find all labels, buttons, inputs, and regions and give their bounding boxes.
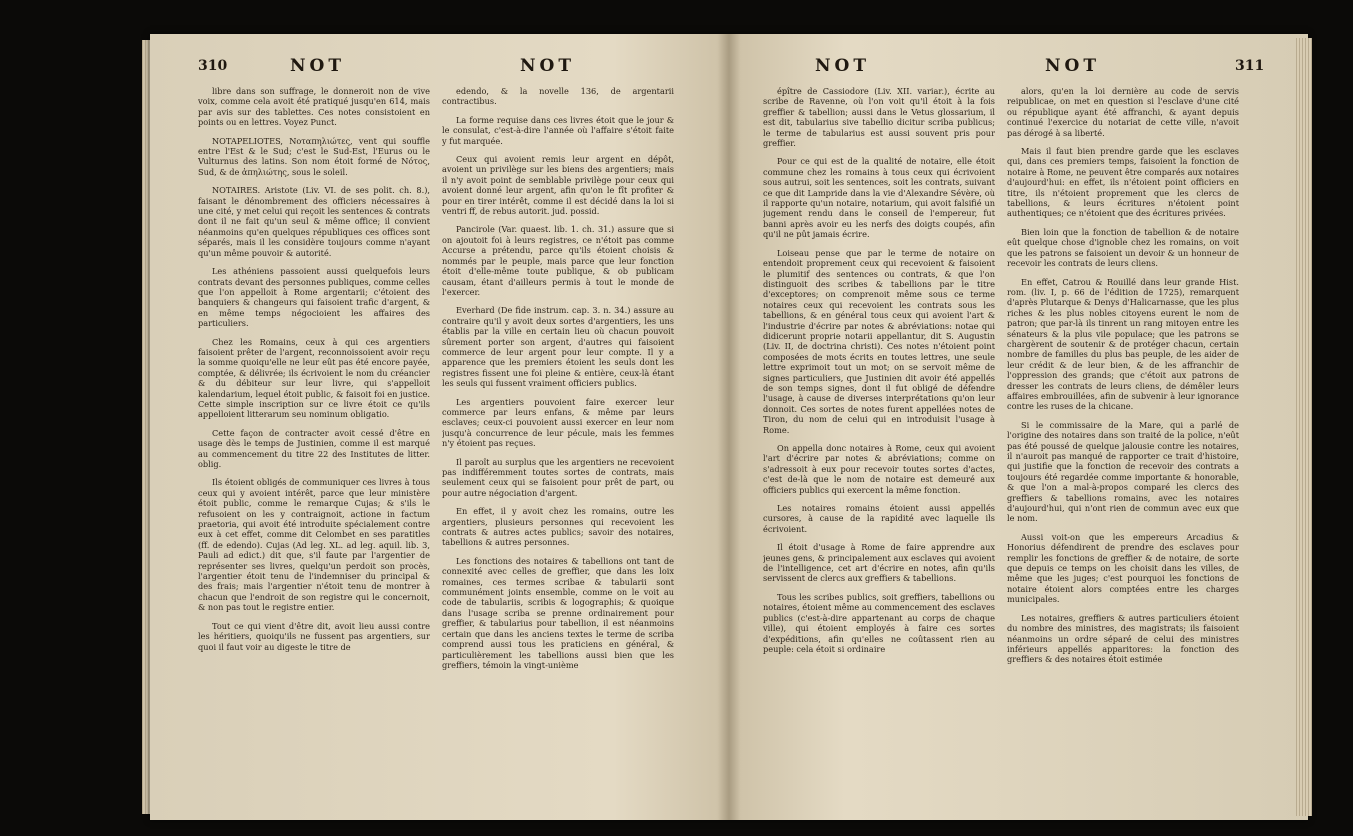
paragraph: Mais il faut bien prendre garde que les esclaves qui, dans ces premiers temps, faisoient la fonction de notaire à Rome, ne peuvent être comparés aux notaires d'aujourd'hui: en effet, ils n'étoient point officiers en titre, ils n'étoient proprement que les clercs de tabellions, & leurs écritures n'étoient point authentiques; ce n'étoient que des écritures privées. (1007, 146, 1239, 219)
paragraph: Loiseau pense que par le terme de notaire on entendoit proprement ceux qui recevoient & faisoient le plumitif des sentences ou contrats, & que l'on distinguoit des scribes & tabellions par le titre d'exceptores; on comprenoit même sous ce terme notaires ceux qui recevoient les contrats sous les tabellions, & en général tous ceux qui avoient l'art & l'industrie d'écrire par notes & abréviations: notae qui didicerunt proprie notarii appellantur, dit S. Augustin (Liv. II, de doctrina christi). Ces notes n'étoient point composées de mots écrits en toutes lettres, une seule lettre exprimoit tout un mot; on se servoit même de signes particuliers, que Justinien dit avoir été appellés de son temps signes, dont il fut obligé de défendre l'usage, à cause de diverses interprétations qu'on leur donnoit. Ces sortes de notes furent appellées notes de Tiron, du nom de celui qui en introduisit l'usage à Rome. (763, 247, 995, 435)
running-head: NOT (520, 56, 575, 76)
left-page (150, 34, 729, 820)
paragraph: Ils étoient obligés de communiquer ces livres à tous ceux qui y avoient intérêt, parce que leur ministère étoit public, comme le remarque Cujas; & s'ils le refusoient on les y contraignoit, actione in factum praetoria, qui avoit été introduite spécialement contre eux à cet effet, comme dit Celombet en ses paratitles (ff. de edendo). Cujas (Ad leg. XL. ad leg. aquil. lib. 3, Pauli ad edict.) dit que, s'il faute par l'argentier de représenter ses livres, quelqu'un perdoit son procès, l'argentier étoit tenu de l'indemniser du principal & des frais; mais l'argentier n'étoit tenu de montrer à chacun que l'endroit de son registre qui le concernoit, & non pas tout le registre entier. (198, 477, 430, 613)
paragraph: Il paroît au surplus que les argentiers ne recevoient pas indifféremment toutes sortes de contrats, mais seulement ceux qui se faisoient pour prêt de part, ou pour autre négociation d'argent. (442, 456, 674, 498)
running-head: NOT (1045, 56, 1100, 76)
paragraph: Chez les Romains, ceux à qui ces argentiers faisoient prêter de l'argent, reconnoissoient avoir reçu la somme quoiqu'elle ne leur eût pas été encore payée, comptée, & délivrée; ils écrivoient le nom du créancier & du débiteur sur leur livre, qui s'appelloit kalendarium, lequel étoit public, & faisoit foi en justice. Cette simple inscription sur ce livre étoit ce qu'ils appelloient litterarum seu nominum obligatio. (198, 336, 430, 420)
page-number: 310 (198, 58, 228, 74)
book-spread (150, 34, 1308, 820)
paragraph: NOTAIRES. Aristote (Liv. VI. de ses polit. ch. 8.), faisant le dénombrement des officiers nécessaires à une cité, y met celui qui reçoit les sentences & contrats dont il ne fait qu'un seul & même office; il convient néanmoins qu'en quelques républiques ces offices sont séparés, mais il les considère toujours comme n'ayant qu'un même pouvoir & autorité. (198, 185, 430, 258)
text-column-right-2 (1007, 86, 1239, 806)
text-column-left-2 (442, 86, 674, 806)
paragraph: Pour ce qui est de la qualité de notaire, elle étoit commune chez les romains à tous ceux qui écrivoient sous autrui, soit les sentences, soit les contrats, suivant ce que dit Lampride dans la vie d'Alexandre Sévère, où il rapporte qu'un notaire, notarium, qui avoit falsifié un jugement rendu dans le conseil de l'empereur, fut banni après avoir eu les nerfs des doigts coupés, afin qu'il ne pût jamais écrire. (763, 156, 995, 240)
paragraph: libre dans son suffrage, le donneroit non de vive voix, comme cela avoit été pratiqué jusqu'en 614, mais par avis sur des tablettes. Ces notes consistoient en points ou en lettres. Voyez Punct. (198, 86, 430, 128)
paragraph: Cette façon de contracter avoit cessé d'être en usage dès le temps de Justinien, comme il est marqué au commencement du titre 22 des Institutes de litter. oblig. (198, 427, 430, 469)
right-page (729, 34, 1308, 820)
page-number: 311 (1235, 58, 1265, 74)
text-column-left-1 (198, 86, 430, 806)
paragraph: Les athéniens passoient aussi quelquefois leurs contrats devant des personnes publiques, comme celles que l'on appelloit à Rome argentarii; c'étoient des banquiers & changeurs qui faisoient trafic d'argent, & en même temps négocioient les affaires des particuliers. (198, 266, 430, 329)
paragraph: Tous les scribes publics, soit greffiers, tabellions ou notaires, étoient même au commencement des esclaves publics (c'est-à-dire appartenant au corps de chaque ville), qui étoient employés à faire ces sortes d'expéditions, afin qu'elles ne coûtassent rien au peuple: cela étoit si ordinaire (763, 591, 995, 654)
running-head: NOT (290, 56, 345, 76)
paragraph: Aussi voit-on que les empereurs Arcadius & Honorius défendirent de prendre des esclaves pour remplir les fonctions de greffier & de notaire, de sorte que depuis ce temps on les choisit dans les villes, de même que les juges; c'est pourquoi les fonctions de notaire étoient alors comptées entre les charges municipales. (1007, 531, 1239, 605)
paragraph: La forme requise dans ces livres étoit que le jour & le consulat, c'est-à-dire l'année où l'affaire s'étoit faite y fut marquée. (442, 114, 674, 146)
paragraph: Bien loin que la fonction de tabellion & de notaire eût quelque chose d'ignoble chez les romains, on voit que les patrons se faisoient un devoir & un honneur de recevoir les contrats de leurs cliens. (1007, 226, 1239, 269)
paragraph: épître de Cassiodore (Liv. XII. variar.), écrite au scribe de Ravenne, où l'on voit qu'il étoit à la fois greffier & tabellion; aussi dans le Vetus glossarium, il est dit, tabularius sive tabellio dicitur scriba publicus; le terme de tabularius est aussi souvent pris pour greffier. (763, 86, 995, 149)
paragraph: En effet, Catrou & Rouillé dans leur grande Hist. rom. (liv. I, p. 66 de l'édition de 1725), remarquent d'après Plutarque & Denys d'Halicarnasse, que les plus riches & les plus nobles citoyens eurent le nom de patron; que par-là ils tinrent un rang mitoyen entre les sénateurs & la plus vile populace; que les patrons se chargèrent de soutenir & de protéger chacun, certain nombre de familles du plus bas peuple, de les aider de leur crédit & de leur bien, & de les affranchir de l'oppression des grands; que c'étoit aux patrons de dresser les contrats de leurs cliens, de démêler leurs affaires embrouillées, afin de subvenir à leur ignorance contre les ruses de la chicane. (1007, 276, 1239, 412)
paragraph: Everhard (De fide instrum. cap. 3. n. 34.) assure au contraire qu'il y avoit deux sortes d'argentiers, les uns établis par la ville en certain lieu où chacun pouvoit sûrement porter son argent, d'autres qui faisoient commerce de leur argent pour leur compte. Il y a apparence que les premiers étoient les seuls dont les registres fissent une foi pleine & entière, ceux-là étant les seuls qui fussent vraiment officiers publics. (442, 305, 674, 389)
paragraph: Il étoit d'usage à Rome de faire apprendre aux jeunes gens, & principalement aux esclaves qui avoient de l'intelligence, cet art d'écrire en notes, afin qu'ils servissent de clercs aux greffiers & tabellions. (763, 542, 995, 584)
paragraph: En effet, il y avoit chez les romains, outre les argentiers, plusieurs personnes qui recevoient les contrats & autres actes publics; savoir des notaires, tabellions & autres personnes. (442, 506, 674, 548)
paragraph: Les fonctions des notaires & tabellions ont tant de connexité avec celles de greffier, que dans les loix romaines, ces termes scribae & tabularii sont communément joints ensemble, comme on le voit au code de tabulariis, scribis & logographis; & quoique dans l'usage scriba se prenne ordinairement pour greffier, & tabularius pour tabellion, il est néanmoins certain que dans les anciens textes le terme de scriba comprend aussi tous les praticiens en général, & particulièrement les tabellions aussi bien que les greffiers, témoin la vingt-unième (442, 555, 674, 670)
paragraph: Tout ce qui vient d'être dit, avoit lieu aussi contre les héritiers, quoiqu'ils ne fussent pas argentiers, sur quoi il faut voir au digeste le titre de (198, 620, 430, 652)
paragraph: alors, qu'en la loi dernière au code de servis reipublicae, on met en question si l'esclave d'une cité ou république ayant été affranchi, & ayant depuis continué l'exercice du notariat de cette ville, n'avoit pas dérogé à sa liberté. (1007, 86, 1239, 138)
page-edge-right (1296, 38, 1312, 816)
paragraph: Les notaires romains étoient aussi appellés cursores, à cause de la rapidité avec laquelle ils écrivoient. (763, 503, 995, 534)
paragraph: Ceux qui avoient remis leur argent en dépôt, avoient un privilège sur les biens des argentiers; mais il n'y avoit point de semblable privilège pour ceux qui avoient donné leur argent, afin qu'on le fît profiter & pour en tirer intérêt, comme il est décidé dans la loi si ventri ff, de rebus autorit. jud. possid. (442, 154, 674, 217)
paragraph: NOTAPELIOTES, Νοταπηλιώτες, vent qui souffle entre l'Est & le Sud; c'est le Sud-Est, l'Eurus ou le Vulturnus des latins. Son nom étoit formé de Νότος, Sud, & de ἀπηλιώτης, sous le soleil. (198, 135, 430, 177)
running-head: NOT (815, 56, 870, 76)
text-column-right-1 (763, 86, 995, 806)
paragraph: Si le commissaire de la Mare, qui a parlé de l'origine des notaires dans son traité de la police, n'eût pas été poussé de quelque jalousie contre les notaires, il n'auroit pas manqué de rapporter ce trait d'histoire, qui justifie que la fonction de recevoir des contrats a toujours été regardée comme importante & honorable, & que l'on a mal-à-propos comparé les clercs des greffiers & tabellions romains, avec les notaires d'aujourd'hui, qui n'ont rien de commun avec eux que le nom. (1007, 419, 1239, 524)
paragraph: Les argentiers pouvoient faire exercer leur commerce par leurs enfans, & même par leurs esclaves; ceux-ci pouvoient aussi exercer en leur nom jusqu'à concurrence de leur pécule, mais les femmes n'y étoient pas reçues. (442, 396, 674, 449)
paragraph: edendo, & la novelle 136, de argentarii contractibus. (442, 86, 674, 107)
paragraph: On appella donc notaires à Rome, ceux qui avoient l'art d'écrire par notes & abréviations; comme on s'adressoit à eux pour recevoir toutes sortes d'actes, c'est de-là que le nom de notaire est demeuré aux officiers publics qui exercent la même fonction. (763, 443, 995, 495)
paragraph: Les notaires, greffiers & autres particuliers étoient du nombre des ministres, des magistrats; ils faisoient néanmoins un ordre séparé de celui des ministres inférieurs appellés apparitores: la fonction des greffiers & des notaires étoit estimée (1007, 612, 1239, 665)
paragraph: Pancirole (Var. quaest. lib. 1. ch. 31.) assure que si on ajoutoit foi à leurs registres, ce n'étoit pas comme Accurse a prétendu, parce qu'ils étoient choisis & nommés par le peuple, mais parce que leur fonction étoit d'elle-même toute publique, & ob publicam causam, étant d'ailleurs permis à tout le monde de l'exercer. (442, 224, 674, 297)
